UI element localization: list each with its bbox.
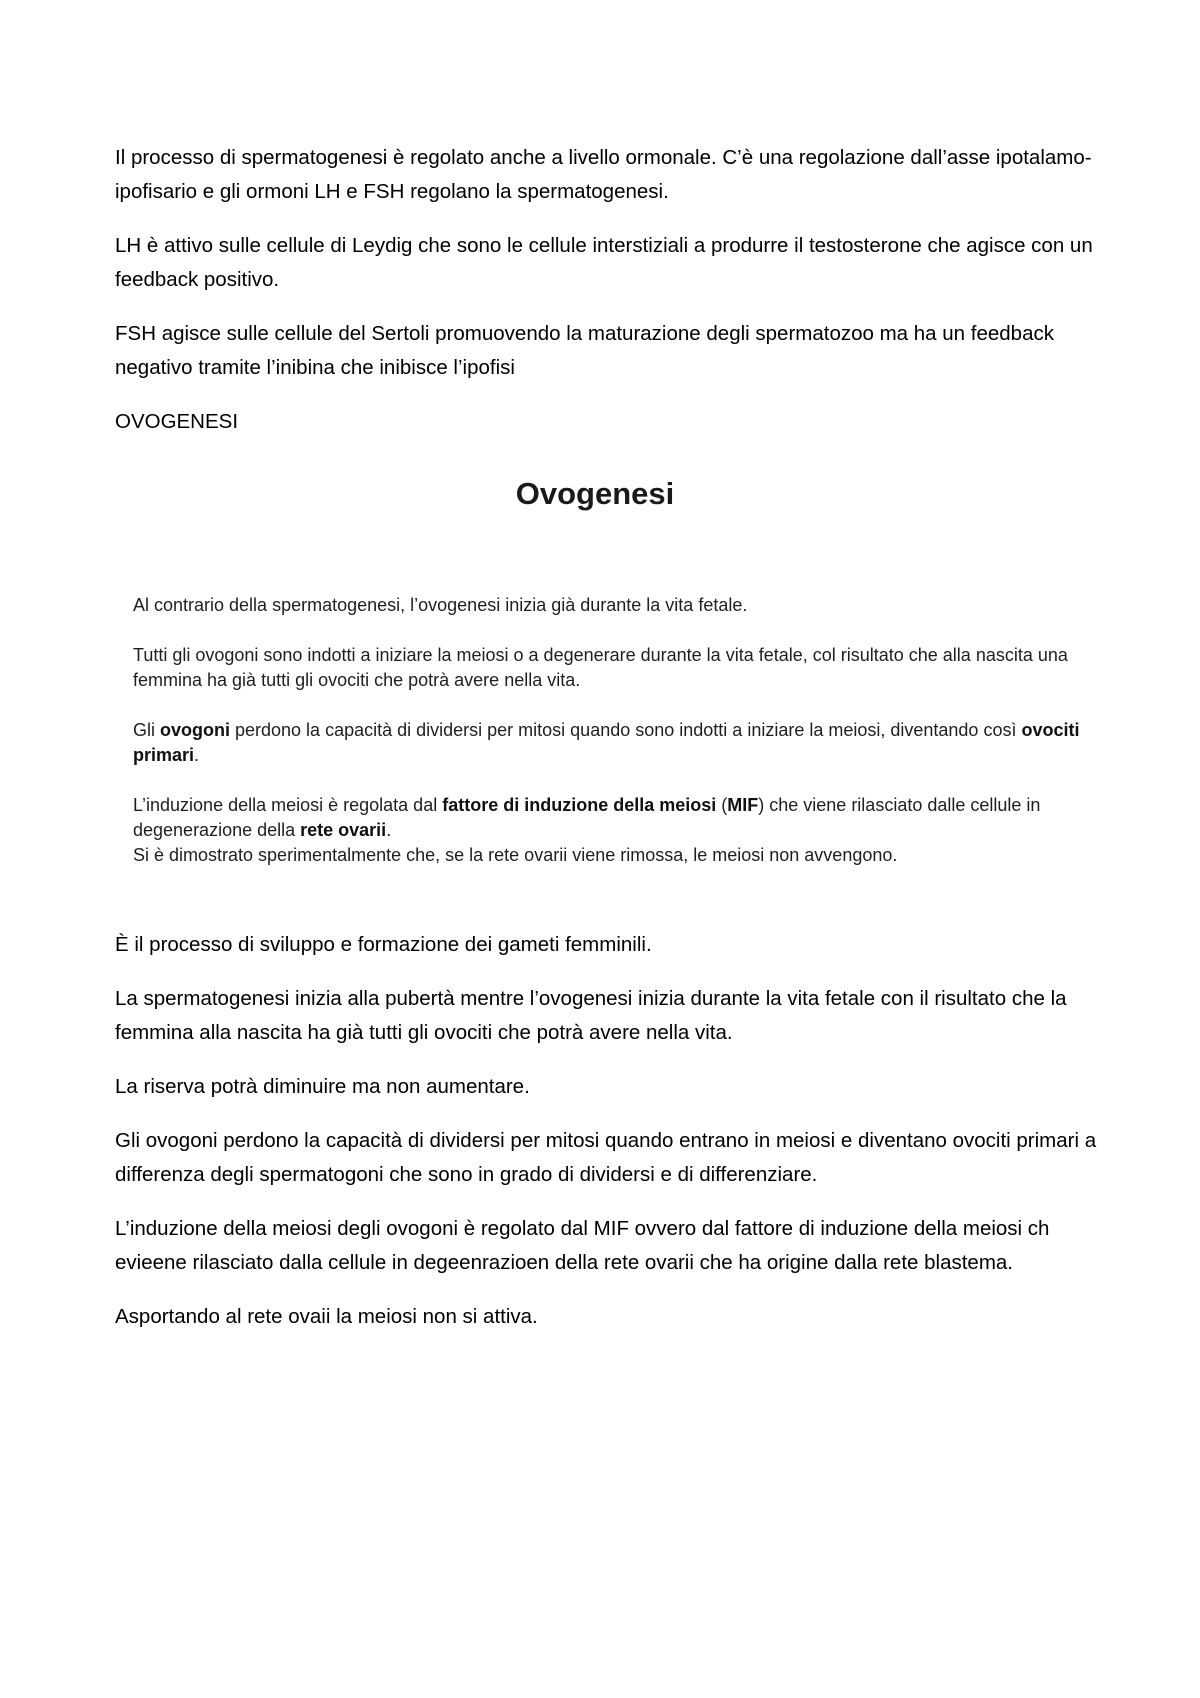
slide-bold-term: fattore di induzione della meiosi [442,795,717,815]
paragraph-mif: L’induzione della meiosi degli ovogoni è regolato dal MIF ovvero dal fattore di induzione della meiosi ch evieene rilasciato dalla cellule in degeenrazioen della rete ovarii che ha origine dalla rete blastema. [115,1217,1050,1274]
slide-text: perdono la capacità di dividersi per mitosi quando sono indotti a iniziare la meiosi, diventando così [230,720,1022,740]
embedded-slide-image [115,460,1105,880]
slide-bold-term: ovogoni [160,720,230,740]
slide-body [133,593,1093,868]
slide-bold-term: ovociti primari [133,720,1080,765]
slide-paragraph-2: Tutti gli ovogoni sono indotti a iniziare la meiosi o a degenerare durante la vita fetale, col risultato che alla nascita una femmina ha già tutti gli ovociti che potrà avere nella vita. [133,645,1068,690]
paragraph-reserve: La riserva potrà diminuire ma non aumentare. [115,1075,530,1098]
slide-bold-term: MIF [727,795,759,815]
paragraph-lh: LH è attivo sulle cellule di Leydig che sono le cellule interstiziali a produrre il testosterone che agisce con un feedback positivo. [115,234,1093,291]
paragraph-fsh: FSH agisce sulle cellule del Sertoli promuovendo la maturazione degli spermatozoo ma ha un feedback negativo tramite l’inibina che inibisce l’ipofisi [115,322,1054,379]
slide-paragraph-4 [133,793,1093,843]
slide-text: ) che viene rilasciato dalle cellule in degenerazione della [133,795,1041,840]
slide-text: . [194,745,200,765]
paragraph-rete-ovarii: Asportando al rete ovaii la meiosi non si attiva. [115,1305,538,1328]
paragraph-comparison: La spermatogenesi inizia alla pubertà mentre l’ovogenesi inizia durante la vita fetale con il risultato che la femmina alla nascita ha già tutti gli ovociti che potrà avere nella vita. [115,987,1067,1044]
slide-paragraph-5: Si è dimostrato sperimentalmente che, se la rete ovarii viene rimossa, le meiosi non avvengono. [133,845,898,865]
bottom-text-block [115,928,1105,1334]
paragraph-hormonal-regulation: Il processo di spermatogenesi è regolato anche a livello ormonale. C’è una regolazione dall’asse ipotalamo-ipofisario e gli ormoni LH e FSH regolano la spermatogenesi. [115,146,1092,203]
slide-text: ( [716,795,728,815]
slide-title: Ovogenesi [515,476,675,511]
paragraph-ovogoni: Gli ovogoni perdono la capacità di dividersi per mitosi quando entrano in meiosi e diventano ovociti primari a differenza degli spermatogoni che sono in grado di dividersi e di differenziare. [115,1129,1097,1186]
section-heading-ovogenesi: OVOGENESI [115,410,239,433]
slide-paragraph-1: Al contrario della spermatogenesi, l’ovogenesi inizia già durante la vita fetale. [133,595,748,615]
slide-text: Gli [133,720,160,740]
slide-text: L’induzione della meiosi è regolata dal [133,795,443,815]
paragraph-definition: È il processo di sviluppo e formazione dei gameti femminili. [115,933,652,956]
slide-paragraph-3 [133,718,1093,768]
slide-bold-term: rete ovarii [300,820,387,840]
slide-text: . [386,820,392,840]
top-text-block [115,141,1105,439]
